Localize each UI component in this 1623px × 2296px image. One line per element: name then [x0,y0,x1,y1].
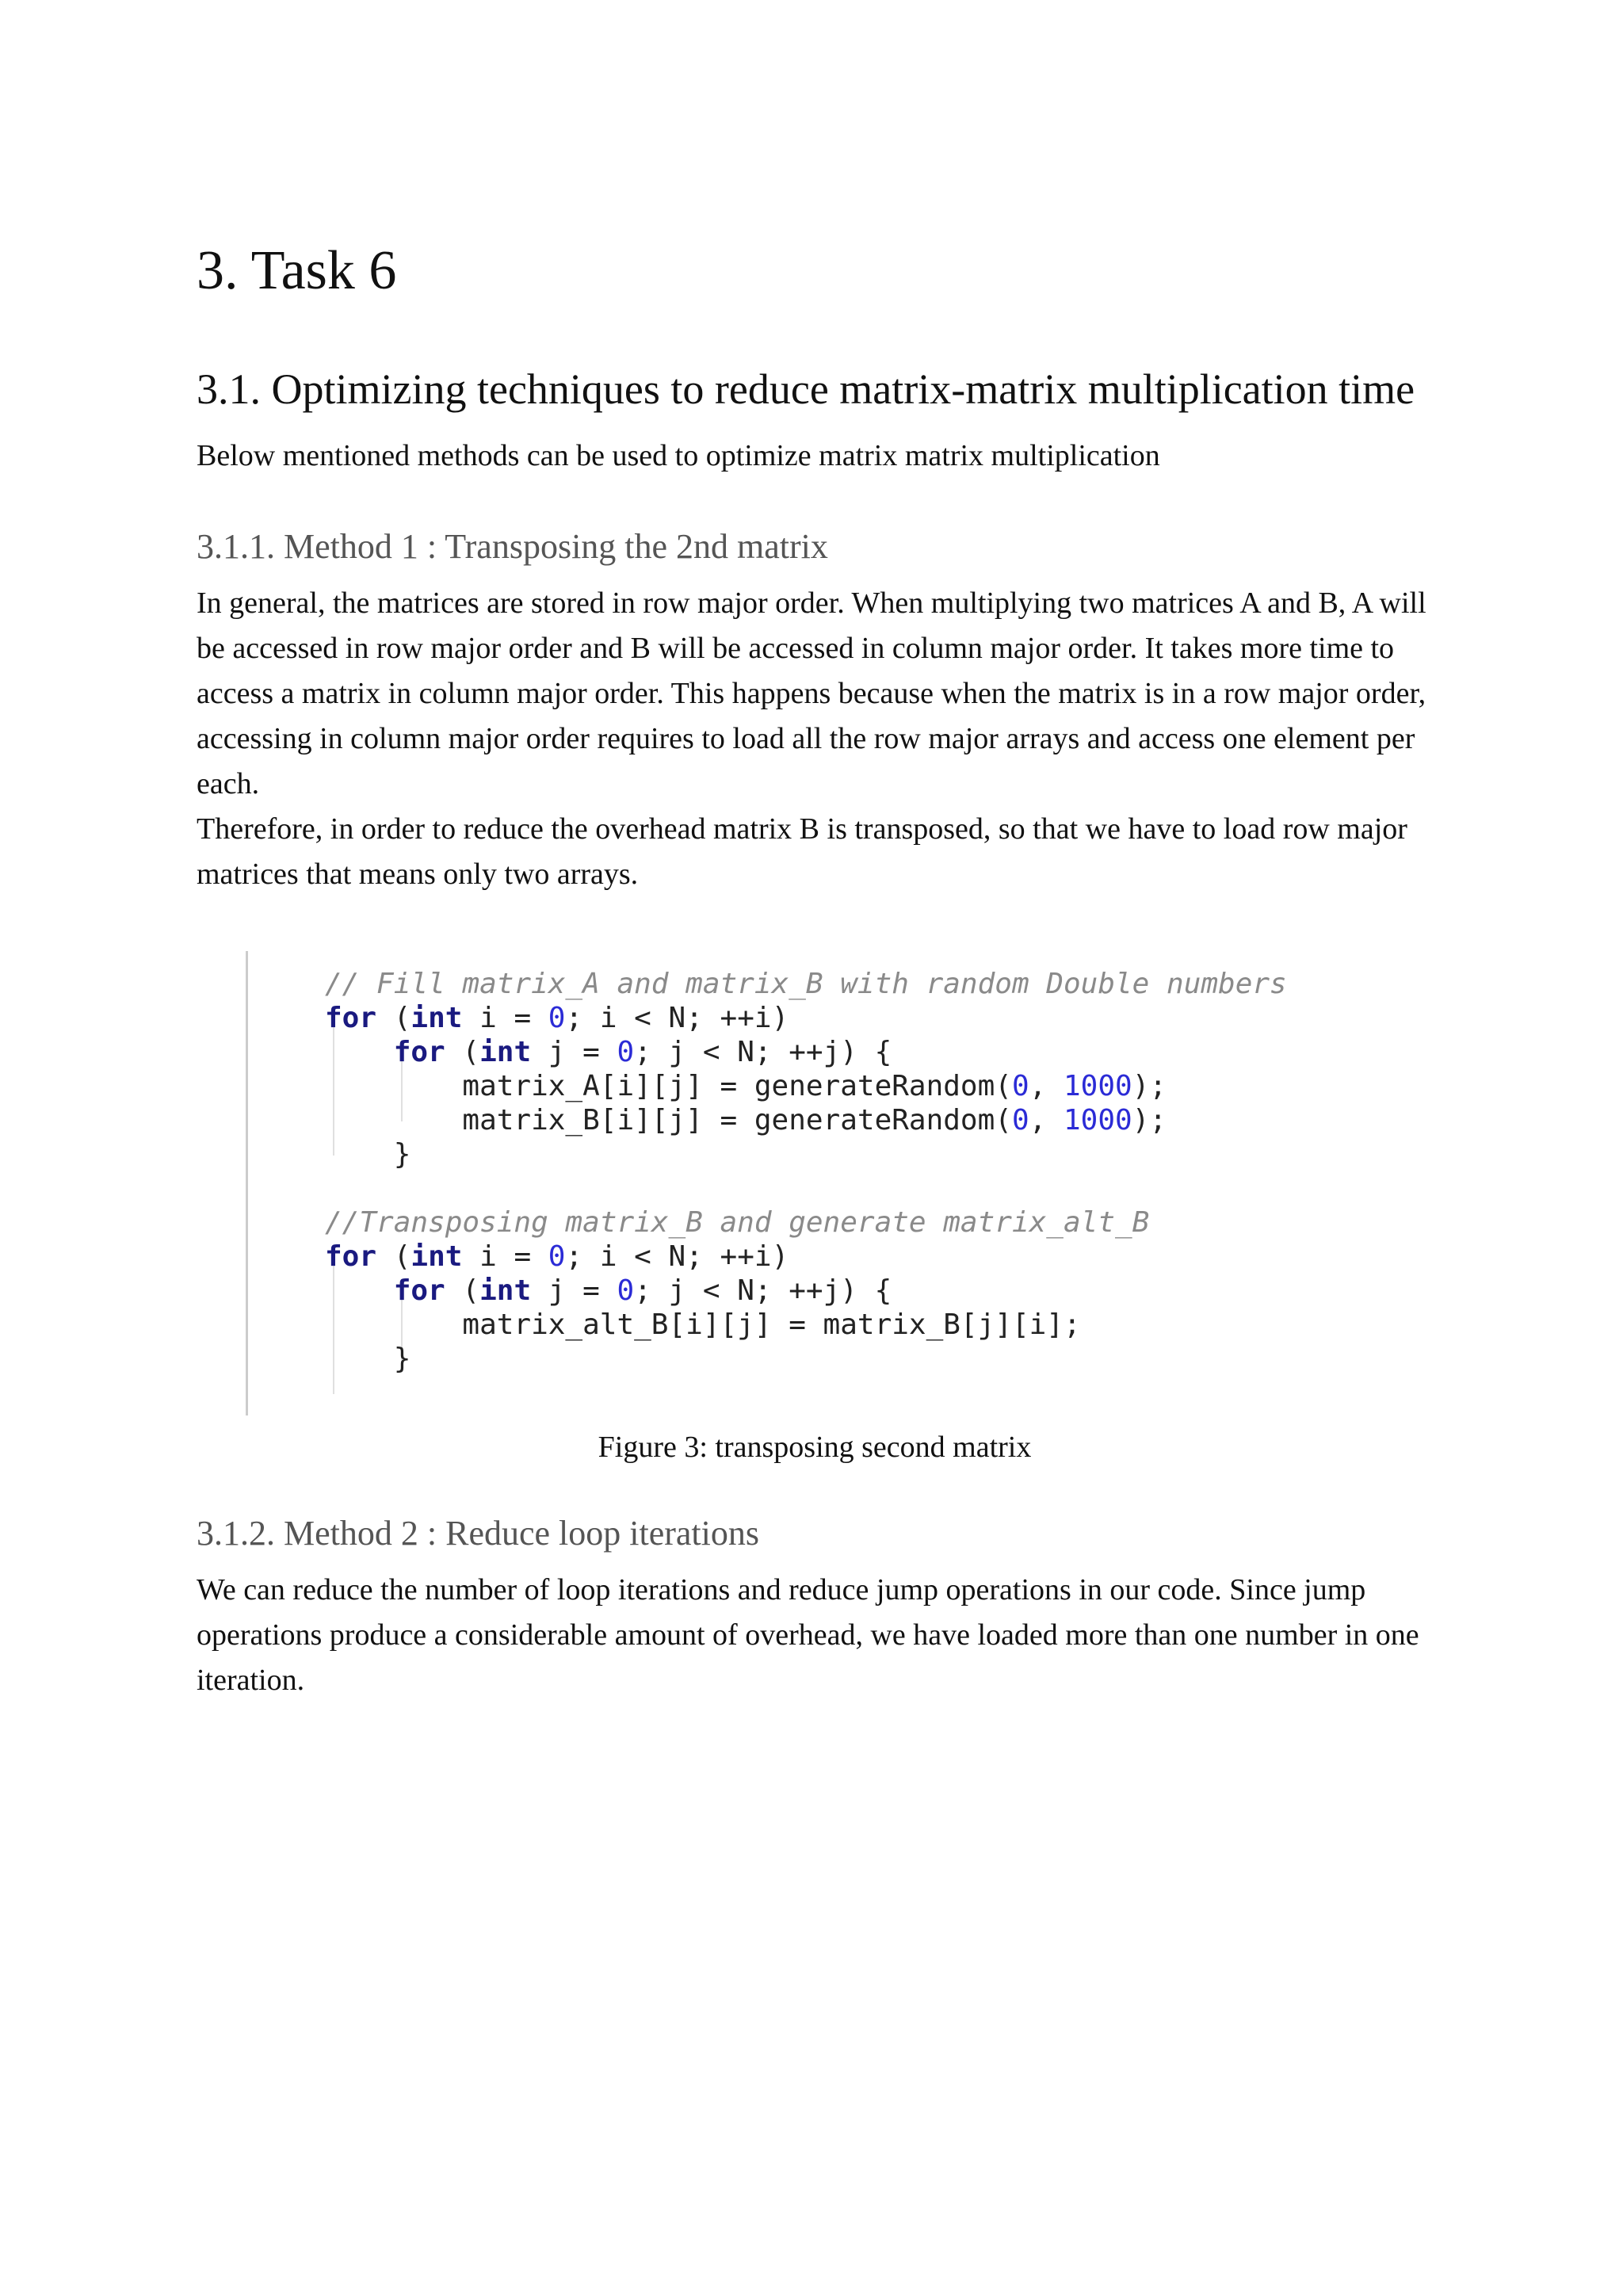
code-figure [246,951,1308,1415]
code-line: for (int j = 0; j < N; ++j) { [393,1274,892,1307]
code-block [325,967,1287,1376]
section-title: 3. Task 6 [197,240,397,301]
code-line: // Fill matrix_A and matrix_B with random Double numbers [325,967,1287,1000]
code-line: matrix_B[i][j] = generateRandom(0, 1000); [325,1103,1167,1137]
code-line: for (int j = 0; j < N; ++j) { [393,1035,892,1068]
code-line: for (int i = 0; i < N; ++i) [325,1240,789,1273]
code-line: matrix_A[i][j] = generateRandom(0, 1000); [325,1069,1167,1102]
code-line: } [325,1137,411,1171]
code-line: } [325,1342,411,1375]
code-line: for (int i = 0; i < N; ++i) [325,1001,789,1034]
method2-heading: 3.1.2. Method 2 : Reduce loop iterations [197,1513,759,1553]
code-gutter-line [246,951,248,1415]
figure-caption: Figure 3: transposing second matrix [598,1430,1032,1464]
intro-paragraph: Below mentioned methods can be used to optimize matrix matrix multiplication [197,439,1160,472]
code-line: //Transposing matrix_B and generate matrix_alt_B [325,1205,1150,1239]
method1-paragraph-1: In general, the matrices are stored in row major order. When multiplying two matrices A and B, A will be accessed in row major order and B will be accessed in column major order. It takes more time to access a matrix in column major order. This happens because when the matrix is in a row major order, accessing in column major order requires to load all the row major arrays and access one element per each. [197,586,1426,800]
page-content [197,238,1433,1703]
method2-paragraph: We can reduce the number of loop iterations and reduce jump operations in our code. Since jump operations produce a considerable amount of overhead, we have loaded more than one number in one iteration. [197,1572,1419,1697]
subsection-title: 3.1. Optimizing techniques to reduce matrix-matrix multiplication time [197,365,1415,413]
code-line [325,1171,1287,1205]
method1-paragraph-2: Therefore, in order to reduce the overhead matrix B is transposed, so that we have to load row major matrices that means only two arrays. [197,812,1407,891]
method1-heading: 3.1.1. Method 1 : Transposing the 2nd matrix [197,527,828,566]
code-line: matrix_alt_B[i][j] = matrix_B[j][i]; [325,1308,1081,1341]
